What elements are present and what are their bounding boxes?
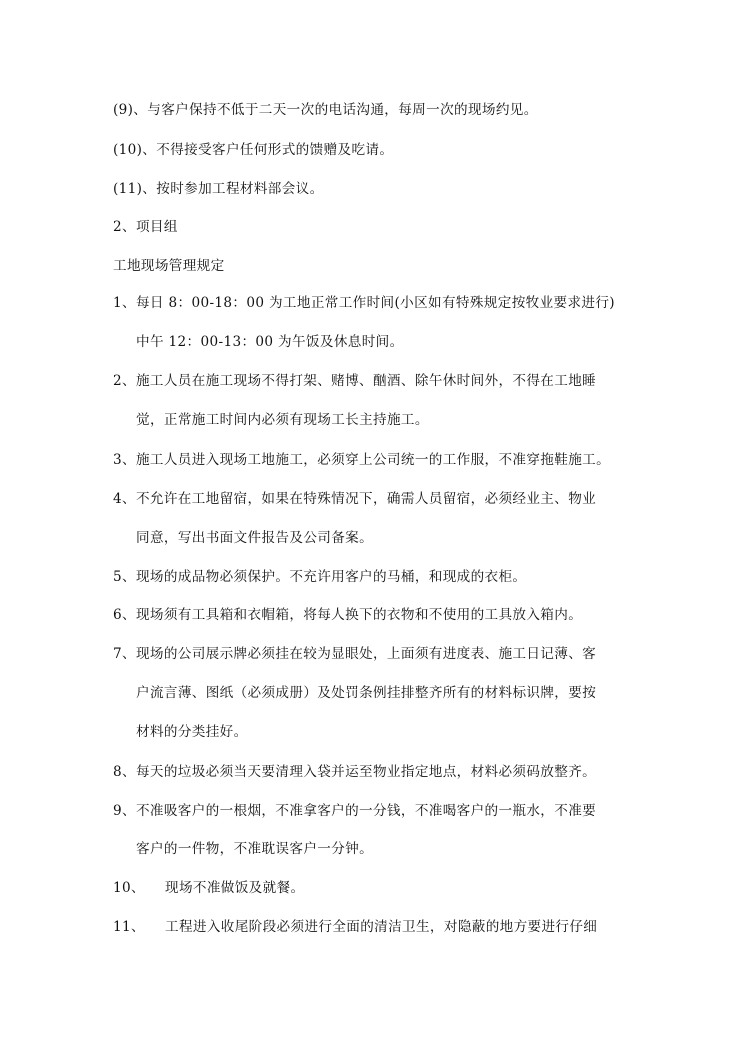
section-heading: 2、项目组	[113, 219, 178, 235]
text-line: (11)、按时参加工程材料部会议。	[113, 181, 324, 197]
list-item: 7、现场的公司展示牌必须挂在较为显眼处，上面须有进度表、施工日记薄、客	[113, 646, 597, 662]
list-item	[113, 918, 597, 936]
list-item: 1、每日 8：00-18：00 为工地正常工作时间(小区如有特殊规定按牧业要求进行)	[113, 295, 615, 311]
list-item-continuation: 客户的一件物，不准耽误客户一分钟。	[136, 841, 374, 857]
list-item: 6、现场须有工具箱和衣帽箱，将每人换下的衣物和不使用的工具放入箱内。	[113, 607, 583, 623]
list-item: 9、不准吸客户的一根烟，不准拿客户的一分钱，不准喝客户的一瓶水，不准要	[113, 803, 597, 819]
list-item-continuation: 户流言薄、图纸（必须成册）及处罚条例挂排整齐所有的材料标识牌，要按	[136, 685, 597, 701]
list-item: 3、施工人员进入现场工地施工，必须穿上公司统一的工作服，不准穿拖鞋施工。	[113, 452, 611, 468]
list-item-number: 11、	[113, 919, 145, 935]
list-item-number: 10、	[113, 880, 145, 896]
list-item: 2、施工人员在施工现场不得打架、赌博、酗酒、除午休时间外，不得在工地睡	[113, 373, 597, 389]
text-line: (9)、与客户保持不低于二天一次的电话沟通，每周一次的现场约见。	[113, 102, 538, 118]
list-item: 8、每天的垃圾必须当天要清理入袋并运至物业指定地点，材料必须码放整齐。	[113, 764, 597, 780]
list-item-text: 现场不准做饭及就餐。	[165, 880, 305, 896]
subsection-title: 工地现场管理规定	[113, 258, 225, 274]
list-item-continuation: 中午 12：00-13：00 为午饭及休息时间。	[136, 334, 404, 350]
list-item: 5、现场的成品物必须保护。不充许用客户的马桶，和现成的衣柜。	[113, 569, 527, 585]
list-item: 4、不允许在工地留宿，如果在特殊情况下，确需人员留宿，必须经业主、物业	[113, 491, 597, 507]
list-item	[113, 879, 304, 897]
list-item-text: 工程进入收尾阶段必须进行全面的清洁卫生，对隐蔽的地方要进行仔细	[165, 919, 598, 935]
text-line: (10)、不得接受客户任何形式的馈赠及吃请。	[113, 142, 394, 158]
list-item-continuation: 材料的分类挂好。	[136, 724, 248, 740]
list-item-continuation: 同意，写出书面文件报告及公司备案。	[136, 530, 374, 546]
list-item-continuation: 觉，正常施工时间内必须有现场工长主持施工。	[136, 412, 429, 428]
